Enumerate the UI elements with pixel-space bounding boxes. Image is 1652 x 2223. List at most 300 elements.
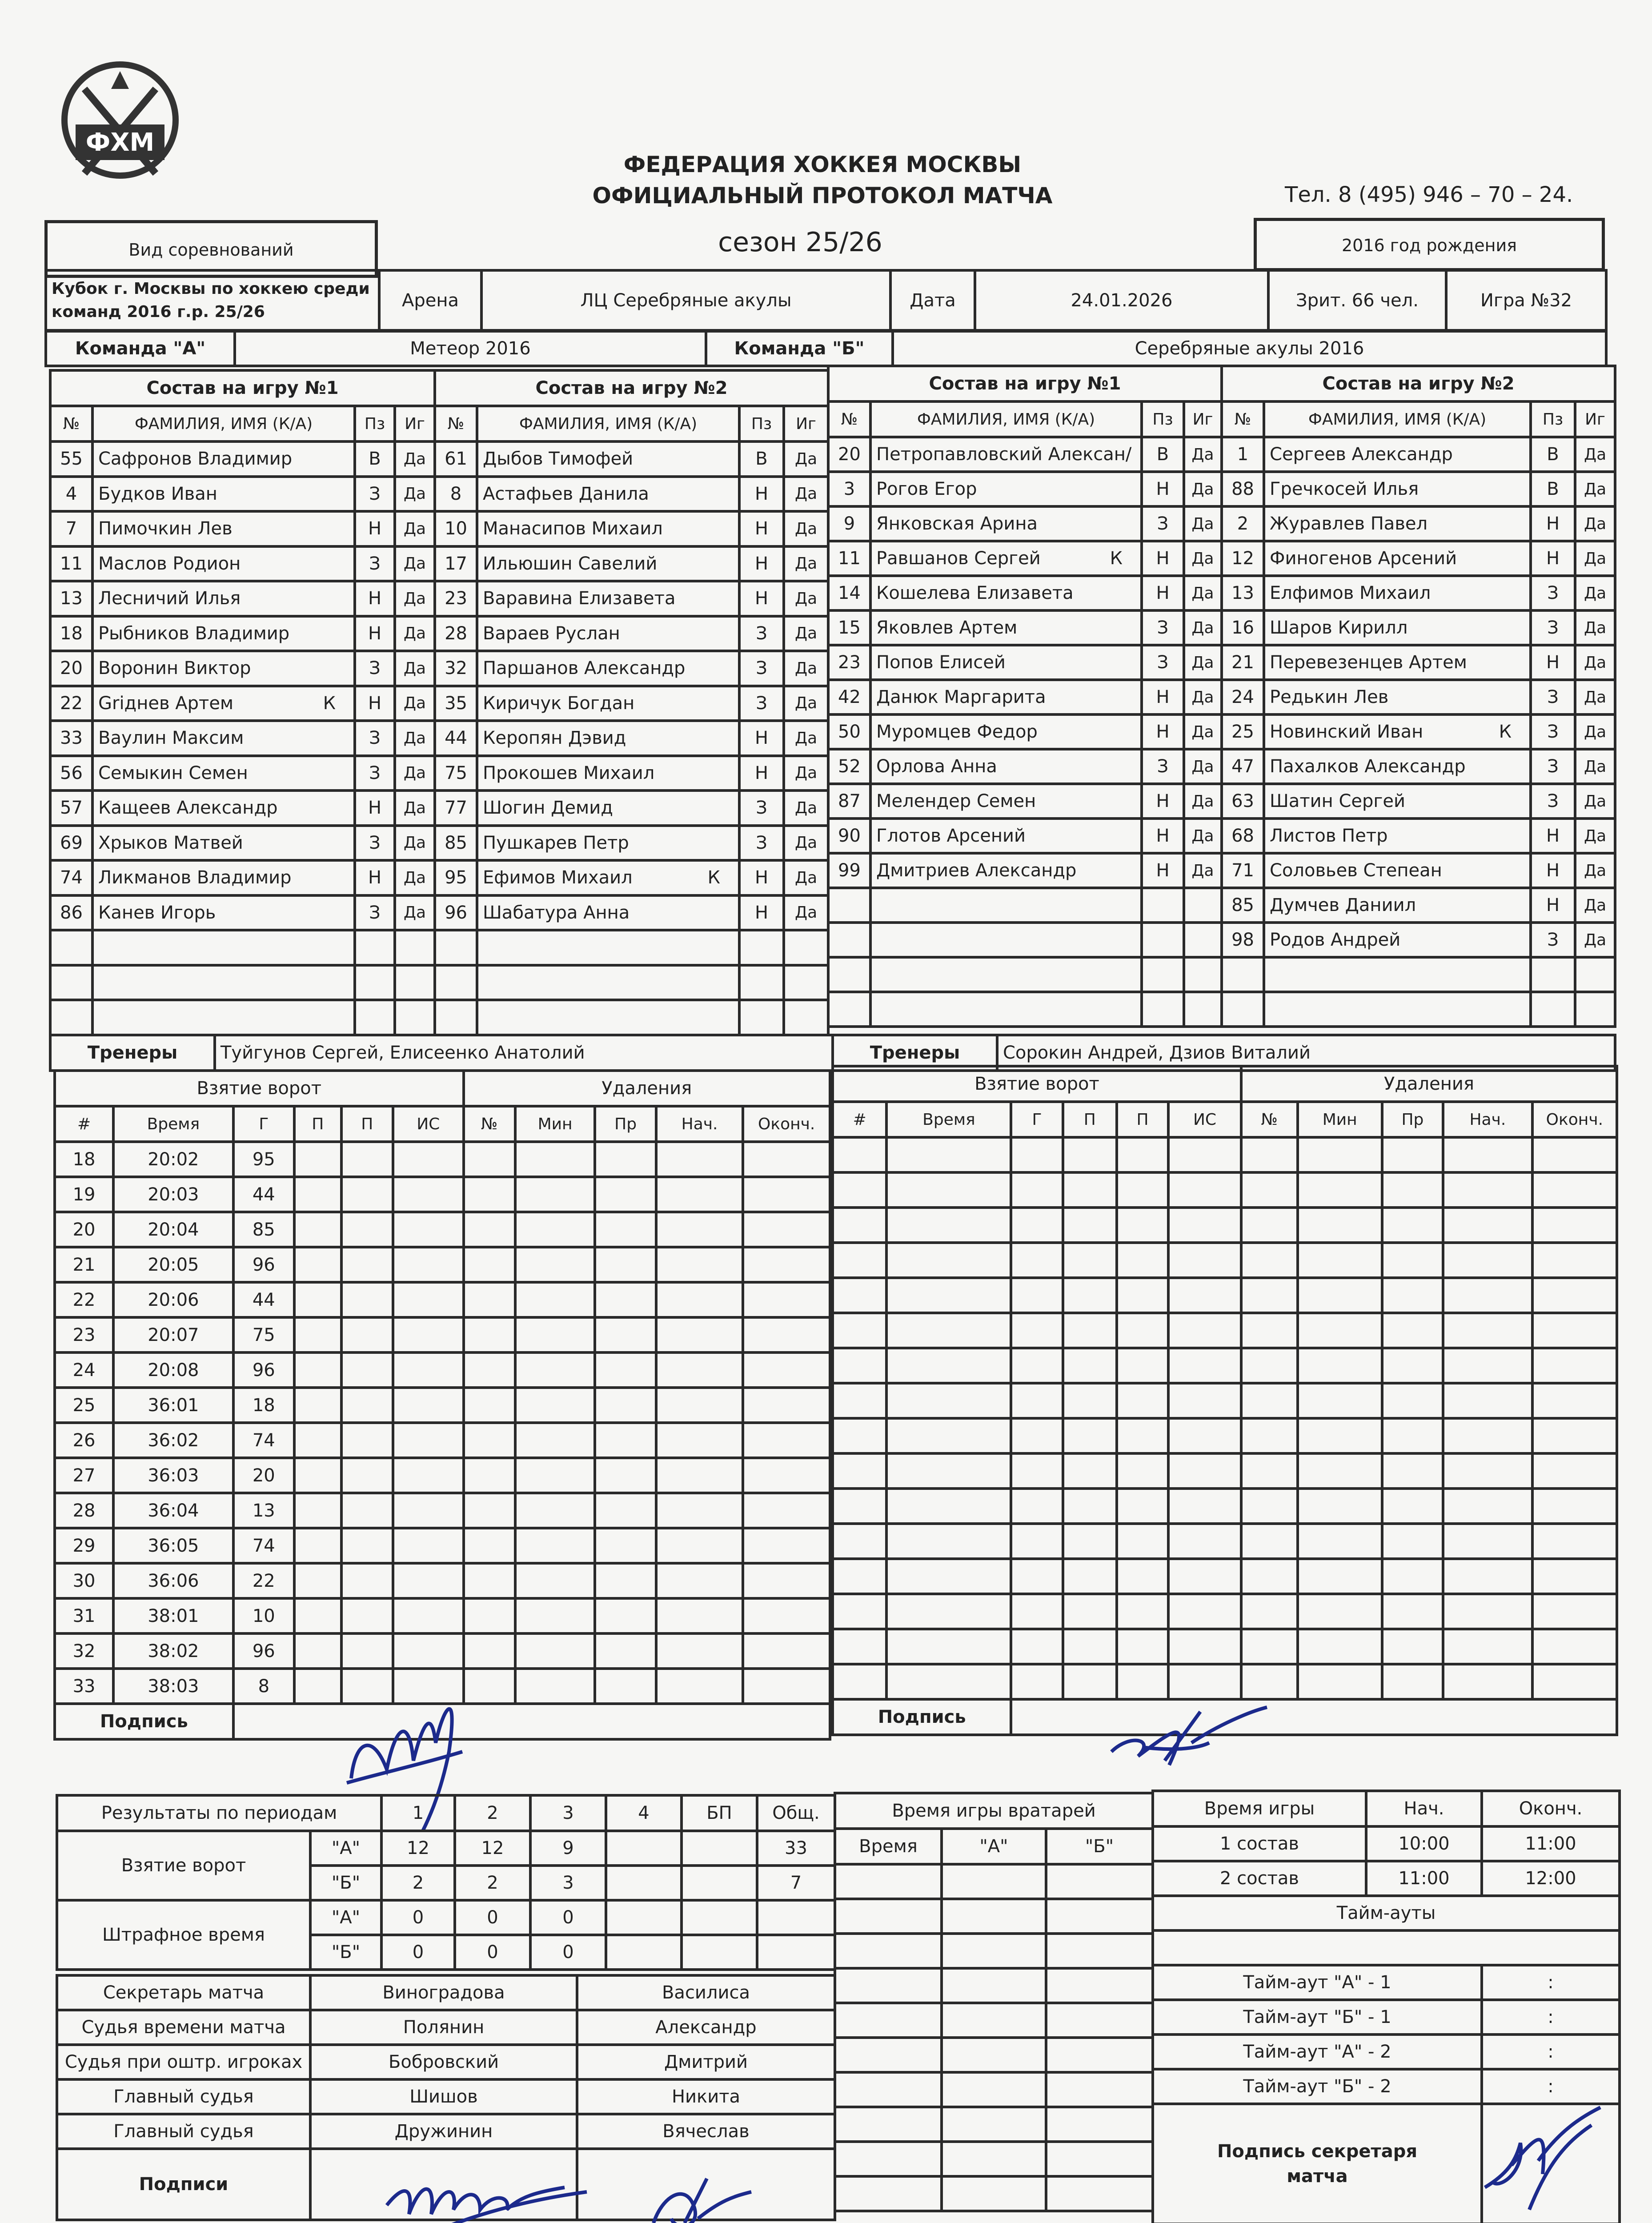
player-name bbox=[1264, 645, 1531, 680]
empty-cell bbox=[1443, 1172, 1532, 1208]
col-p-pr: Пр bbox=[595, 1106, 656, 1142]
federation-title: ФЕДЕРАЦИЯ ХОККЕЯ МОСКВЫ bbox=[623, 152, 1022, 177]
empty-cell bbox=[886, 1418, 1011, 1453]
player-name bbox=[870, 437, 1142, 472]
team-b-label: Команда "Б" bbox=[706, 331, 893, 366]
results-value bbox=[757, 1900, 835, 1935]
empty-cell bbox=[656, 1317, 743, 1352]
results-value bbox=[606, 1831, 682, 1866]
empty-cell bbox=[435, 965, 477, 1000]
empty-cell bbox=[1443, 1524, 1532, 1559]
empty-cell bbox=[464, 1352, 515, 1388]
col-played: Иг bbox=[784, 406, 828, 441]
empty-cell bbox=[515, 1177, 595, 1212]
empty-cell bbox=[1046, 2142, 1153, 2176]
empty-cell bbox=[1298, 1137, 1382, 1172]
player-name-text: Ильюшин Савелий bbox=[483, 553, 658, 574]
empty-cell bbox=[595, 1563, 656, 1598]
player-position: Н bbox=[1142, 819, 1184, 853]
player-name bbox=[477, 546, 739, 582]
player-number: 15 bbox=[828, 610, 870, 645]
roster-row bbox=[50, 546, 828, 582]
empty-cell bbox=[1298, 1383, 1382, 1418]
empty-cell bbox=[1264, 957, 1531, 992]
timeout-b-1: Тайм-аут "Б" - 1 bbox=[1153, 2000, 1482, 2034]
col-g-p2: П bbox=[1117, 1102, 1168, 1137]
event-row bbox=[55, 1423, 830, 1458]
empty-cell bbox=[743, 1598, 830, 1633]
player-name bbox=[92, 721, 355, 756]
player-name bbox=[477, 860, 739, 895]
player-position: В bbox=[739, 441, 784, 477]
player-name bbox=[92, 616, 355, 651]
empty-cell bbox=[1298, 1664, 1382, 1699]
player-number: 35 bbox=[435, 686, 477, 721]
player-name-text: Редькин Лев bbox=[1270, 687, 1389, 707]
competition-name: Кубок г. Москвы по хоккею среди команд 2016 г.р. 25/26 bbox=[46, 270, 379, 330]
event-row bbox=[55, 1352, 830, 1388]
empty-cell bbox=[477, 965, 739, 1000]
empty-cell bbox=[50, 965, 92, 1000]
goalie-row bbox=[835, 2176, 1153, 2211]
empty-cell bbox=[294, 1177, 341, 1212]
empty-cell bbox=[464, 1388, 515, 1423]
empty-cell bbox=[835, 2176, 942, 2211]
goal-scorer: 96 bbox=[233, 1247, 294, 1282]
empty-cell bbox=[435, 930, 477, 965]
empty-cell bbox=[464, 1317, 515, 1352]
empty-cell bbox=[656, 1563, 743, 1598]
team-marker: "А" bbox=[310, 1900, 381, 1935]
roster-row bbox=[828, 784, 1615, 819]
event-row bbox=[833, 1243, 1617, 1278]
empty-cell bbox=[942, 1934, 1046, 1968]
event-row bbox=[833, 1559, 1617, 1594]
empty-cell bbox=[942, 2107, 1046, 2142]
empty-cell bbox=[1063, 1383, 1117, 1418]
event-row bbox=[833, 1137, 1617, 1172]
team-a-label: Команда "А" bbox=[46, 331, 235, 366]
empty-cell bbox=[1298, 1629, 1382, 1664]
empty-cell bbox=[656, 1142, 743, 1177]
empty-cell bbox=[1241, 1313, 1298, 1348]
player-number: 98 bbox=[1222, 923, 1264, 957]
player-name-text: Вараев Руслан bbox=[483, 623, 620, 644]
signature-team-b bbox=[1103, 1698, 1271, 1778]
empty-cell bbox=[1532, 1418, 1617, 1453]
empty-cell bbox=[294, 1493, 341, 1528]
player-played: Да bbox=[1184, 853, 1222, 888]
player-position: В bbox=[1531, 437, 1575, 472]
player-played: Да bbox=[1184, 576, 1222, 610]
empty-cell bbox=[294, 1563, 341, 1598]
empty-cell bbox=[393, 1563, 464, 1598]
empty-cell bbox=[341, 1317, 393, 1352]
event-row bbox=[833, 1524, 1617, 1559]
results-value: 0 bbox=[455, 1900, 530, 1935]
empty-cell bbox=[1443, 1137, 1532, 1172]
player-number: 32 bbox=[435, 651, 477, 686]
empty-cell bbox=[1117, 1418, 1168, 1453]
empty-cell bbox=[1298, 1172, 1382, 1208]
penalties-title-b: Удаления bbox=[1241, 1066, 1617, 1102]
empty-cell bbox=[835, 2107, 942, 2142]
goalie-time-table bbox=[834, 1792, 1154, 2212]
empty-cell bbox=[294, 1317, 341, 1352]
col-p-end: Оконч. bbox=[743, 1106, 830, 1142]
player-position: В bbox=[355, 441, 395, 477]
player-played: Да bbox=[395, 511, 435, 546]
empty-cell bbox=[1011, 1489, 1063, 1524]
date-label: Дата bbox=[890, 270, 975, 330]
player-name bbox=[477, 511, 739, 546]
player-position: Н bbox=[739, 756, 784, 791]
player-played: Да bbox=[784, 546, 828, 582]
empty-cell bbox=[1443, 1243, 1532, 1278]
empty-cell bbox=[835, 2003, 942, 2038]
empty-cell bbox=[833, 1208, 886, 1243]
empty-cell bbox=[50, 930, 92, 965]
player-number: 2 bbox=[1222, 506, 1264, 541]
player-position: Н bbox=[739, 546, 784, 582]
player-number: 24 bbox=[1222, 680, 1264, 714]
empty-cell bbox=[515, 1598, 595, 1633]
lineup-2-start: 11:00 bbox=[1366, 1861, 1482, 1896]
roster-row bbox=[50, 686, 828, 721]
player-position: З bbox=[739, 616, 784, 651]
player-played: Да bbox=[784, 826, 828, 861]
roster-row bbox=[828, 680, 1615, 714]
empty-cell bbox=[1241, 1208, 1298, 1243]
player-position: З bbox=[1531, 714, 1575, 749]
player-number: 25 bbox=[1222, 714, 1264, 749]
empty-cell bbox=[1011, 1208, 1063, 1243]
gametime-title: Время игры bbox=[1153, 1791, 1366, 1826]
player-name bbox=[870, 714, 1142, 749]
player-number: 50 bbox=[828, 714, 870, 749]
goal-scorer: 44 bbox=[233, 1177, 294, 1212]
player-name-text: Новинский Иван bbox=[1270, 722, 1423, 742]
official-row bbox=[57, 2010, 835, 2045]
player-number: 74 bbox=[50, 860, 92, 895]
empty-cell bbox=[743, 1177, 830, 1212]
empty-cell bbox=[1011, 1137, 1063, 1172]
empty-cell bbox=[656, 1247, 743, 1282]
player-name bbox=[477, 616, 739, 651]
empty-cell bbox=[355, 965, 395, 1000]
empty-cell bbox=[833, 1172, 886, 1208]
player-number: 96 bbox=[435, 895, 477, 931]
empty-cell bbox=[1241, 1489, 1298, 1524]
player-number: 11 bbox=[50, 546, 92, 582]
empty-cell bbox=[355, 1000, 395, 1035]
player-name bbox=[870, 819, 1142, 853]
timeout-a-2: Тайм-аут "А" - 2 bbox=[1153, 2034, 1482, 2069]
event-row bbox=[55, 1563, 830, 1598]
empty-cell bbox=[1046, 2072, 1153, 2107]
player-name bbox=[870, 749, 1142, 784]
empty-cell bbox=[1241, 1172, 1298, 1208]
event-row bbox=[833, 1383, 1617, 1418]
player-position: З bbox=[355, 756, 395, 791]
player-number: 3 bbox=[828, 472, 870, 506]
player-played: Да bbox=[1575, 506, 1615, 541]
player-played: Да bbox=[1184, 749, 1222, 784]
empty-cell bbox=[1298, 1208, 1382, 1243]
goal-scorer: 74 bbox=[233, 1423, 294, 1458]
roster-row bbox=[50, 930, 828, 965]
goalie-b: "Б" bbox=[1046, 1829, 1153, 1864]
results-value: 2 bbox=[381, 1866, 455, 1900]
goal-scorer: 85 bbox=[233, 1212, 294, 1247]
captain-mark: К bbox=[323, 693, 336, 714]
empty-cell bbox=[1168, 1208, 1241, 1243]
roster-row bbox=[828, 819, 1615, 853]
results-value: 3 bbox=[530, 1866, 606, 1900]
col-g-p1: П bbox=[294, 1106, 341, 1142]
player-name bbox=[870, 784, 1142, 819]
empty-cell bbox=[1063, 1629, 1117, 1664]
empty-cell bbox=[833, 1348, 886, 1383]
empty-cell bbox=[870, 992, 1142, 1027]
penalties-title-a: Удаления bbox=[464, 1071, 830, 1106]
team-marker: "А" bbox=[310, 1831, 381, 1866]
player-played: Да bbox=[395, 581, 435, 616]
empty-cell bbox=[595, 1423, 656, 1458]
empty-cell bbox=[1063, 1418, 1117, 1453]
empty-cell bbox=[341, 1212, 393, 1247]
coaches-label-a: Тренеры bbox=[50, 1035, 215, 1071]
player-position: Н bbox=[739, 860, 784, 895]
empty-cell bbox=[1532, 1383, 1617, 1418]
empty-cell bbox=[1532, 1313, 1617, 1348]
player-name bbox=[1264, 437, 1531, 472]
player-played: Да bbox=[1575, 472, 1615, 506]
empty-cell bbox=[1117, 1453, 1168, 1489]
col-played: Иг bbox=[1184, 401, 1222, 437]
roster-row bbox=[50, 721, 828, 756]
player-played: Да bbox=[784, 686, 828, 721]
empty-cell bbox=[1184, 888, 1222, 923]
player-name bbox=[92, 895, 355, 931]
player-name bbox=[1264, 506, 1531, 541]
official-last-name: Виноградова bbox=[310, 1975, 577, 2010]
empty-cell bbox=[464, 1142, 515, 1177]
empty-cell bbox=[595, 1317, 656, 1352]
player-number: 11 bbox=[828, 541, 870, 576]
empty-cell bbox=[833, 1559, 886, 1594]
col-g-time: Время bbox=[886, 1102, 1011, 1137]
player-position: З bbox=[355, 546, 395, 582]
player-name bbox=[1264, 576, 1531, 610]
player-played: Да bbox=[1575, 645, 1615, 680]
player-number: 44 bbox=[435, 721, 477, 756]
goalie-row bbox=[835, 1968, 1153, 2003]
event-row bbox=[833, 1208, 1617, 1243]
results-title: Результаты по периодам bbox=[57, 1795, 381, 1831]
goal-number: 24 bbox=[55, 1352, 113, 1388]
empty-cell bbox=[886, 1489, 1011, 1524]
player-name-text: Листов Петр bbox=[1270, 826, 1388, 846]
player-number: 9 bbox=[828, 506, 870, 541]
player-position: Н bbox=[1531, 888, 1575, 923]
official-row bbox=[57, 2114, 835, 2149]
player-position: Н bbox=[1142, 472, 1184, 506]
goals-title-a: Взятие ворот bbox=[55, 1071, 464, 1106]
empty-cell bbox=[833, 1418, 886, 1453]
goalie-title: Время игры вратарей bbox=[835, 1793, 1153, 1829]
signatures-label: Подписи bbox=[57, 2149, 310, 2220]
event-row bbox=[833, 1453, 1617, 1489]
empty-cell bbox=[1046, 2176, 1153, 2211]
empty-cell bbox=[464, 1458, 515, 1493]
player-number: 75 bbox=[435, 756, 477, 791]
arena-label: Арена bbox=[379, 270, 481, 330]
team-a-line2-title: Состав на игру №2 bbox=[435, 370, 828, 406]
player-name bbox=[477, 895, 739, 931]
col-p-end: Оконч. bbox=[1532, 1102, 1617, 1137]
empty-cell bbox=[1241, 1629, 1298, 1664]
timeout-b-1-value: : bbox=[1482, 2000, 1620, 2034]
empty-cell bbox=[1117, 1629, 1168, 1664]
player-name-text: Равшанов Сергей bbox=[876, 548, 1041, 569]
player-name-text: Кащеев Александр bbox=[98, 798, 278, 819]
empty-cell bbox=[743, 1528, 830, 1563]
player-name bbox=[870, 576, 1142, 610]
player-number: 99 bbox=[828, 853, 870, 888]
fhm-logo bbox=[58, 58, 182, 182]
empty-cell bbox=[393, 1317, 464, 1352]
player-name-text: Думчев Даниил bbox=[1270, 895, 1416, 915]
goalie-row bbox=[835, 2038, 1153, 2072]
empty-cell bbox=[1382, 1559, 1443, 1594]
goal-number: 18 bbox=[55, 1142, 113, 1177]
empty-cell bbox=[1532, 1489, 1617, 1524]
goal-number: 33 bbox=[55, 1669, 113, 1704]
empty-cell bbox=[595, 1458, 656, 1493]
results-value bbox=[757, 1935, 835, 1970]
roster-row bbox=[828, 472, 1615, 506]
empty-cell bbox=[828, 888, 870, 923]
player-name-text: Лесничий Илья bbox=[98, 588, 241, 609]
roster-row bbox=[828, 610, 1615, 645]
player-played: Да bbox=[1575, 819, 1615, 853]
player-name bbox=[477, 826, 739, 861]
player-position: З bbox=[1531, 784, 1575, 819]
event-row bbox=[55, 1212, 830, 1247]
player-number: 55 bbox=[50, 441, 92, 477]
player-name bbox=[92, 441, 355, 477]
gametime-start: Нач. bbox=[1366, 1791, 1482, 1826]
official-last-name: Бобровский bbox=[310, 2045, 577, 2079]
empty-cell bbox=[515, 1142, 595, 1177]
player-number: 57 bbox=[50, 790, 92, 826]
player-name bbox=[1264, 541, 1531, 576]
roster-row bbox=[828, 714, 1615, 749]
player-played: Да bbox=[395, 441, 435, 477]
empty-cell bbox=[1531, 992, 1575, 1027]
player-played: Да bbox=[1575, 714, 1615, 749]
empty-cell bbox=[1443, 1453, 1532, 1489]
player-name-text: Сафронов Владимир bbox=[98, 449, 293, 469]
player-name bbox=[477, 441, 739, 477]
player-played: Да bbox=[1184, 610, 1222, 645]
empty-cell bbox=[739, 930, 784, 965]
player-played: Да bbox=[784, 895, 828, 931]
player-played: Да bbox=[395, 721, 435, 756]
player-name bbox=[92, 826, 355, 861]
empty-cell bbox=[341, 1388, 393, 1423]
empty-cell bbox=[743, 1458, 830, 1493]
empty-cell bbox=[1063, 1524, 1117, 1559]
official-role: Секретарь матча bbox=[57, 1975, 310, 2010]
empty-cell bbox=[1011, 1418, 1063, 1453]
goal-number: 19 bbox=[55, 1177, 113, 1212]
player-name-text: Будков Иван bbox=[98, 483, 217, 504]
goal-time: 20:05 bbox=[113, 1247, 233, 1282]
empty-cell bbox=[886, 1383, 1011, 1418]
player-name bbox=[1264, 784, 1531, 819]
player-number: 61 bbox=[435, 441, 477, 477]
goal-number: 20 bbox=[55, 1212, 113, 1247]
player-position: Н bbox=[739, 581, 784, 616]
coaches-label-b: Тренеры bbox=[833, 1035, 997, 1071]
empty-cell bbox=[1382, 1137, 1443, 1172]
results-value: 12 bbox=[455, 1831, 530, 1866]
empty-cell bbox=[942, 2003, 1046, 2038]
empty-cell bbox=[656, 1669, 743, 1704]
player-played: Да bbox=[784, 511, 828, 546]
col-num: № bbox=[828, 401, 870, 437]
empty-cell bbox=[833, 1383, 886, 1418]
empty-cell bbox=[1011, 1594, 1063, 1629]
empty-cell bbox=[595, 1177, 656, 1212]
empty-cell bbox=[1046, 2107, 1153, 2142]
goal-scorer: 74 bbox=[233, 1528, 294, 1563]
goal-scorer: 95 bbox=[233, 1142, 294, 1177]
goals-title-b: Взятие ворот bbox=[833, 1066, 1241, 1102]
player-number: 77 bbox=[435, 790, 477, 826]
empty-cell bbox=[1142, 992, 1184, 1027]
signature-secretary bbox=[1476, 2099, 1609, 2214]
empty-cell bbox=[1063, 1594, 1117, 1629]
empty-cell bbox=[1168, 1594, 1241, 1629]
results-row bbox=[57, 1900, 835, 1935]
empty-cell bbox=[1443, 1594, 1532, 1629]
goal-time: 20:02 bbox=[113, 1142, 233, 1177]
player-name bbox=[92, 581, 355, 616]
player-name bbox=[870, 853, 1142, 888]
event-row bbox=[55, 1247, 830, 1282]
player-position: З bbox=[355, 477, 395, 512]
player-played: Да bbox=[784, 477, 828, 512]
player-played: Да bbox=[1575, 784, 1615, 819]
goal-time: 38:01 bbox=[113, 1598, 233, 1633]
results-value: 7 bbox=[757, 1866, 835, 1900]
player-number: 18 bbox=[50, 616, 92, 651]
player-name-text: Финогенов Арсений bbox=[1270, 548, 1457, 569]
empty-cell bbox=[743, 1563, 830, 1598]
player-number: 23 bbox=[435, 581, 477, 616]
player-number: 88 bbox=[1222, 472, 1264, 506]
goal-number: 23 bbox=[55, 1317, 113, 1352]
empty-cell bbox=[515, 1388, 595, 1423]
player-played: Да bbox=[395, 756, 435, 791]
empty-cell bbox=[595, 1528, 656, 1563]
goalie-row bbox=[835, 2072, 1153, 2107]
goal-number: 29 bbox=[55, 1528, 113, 1563]
empty-cell bbox=[1241, 1137, 1298, 1172]
